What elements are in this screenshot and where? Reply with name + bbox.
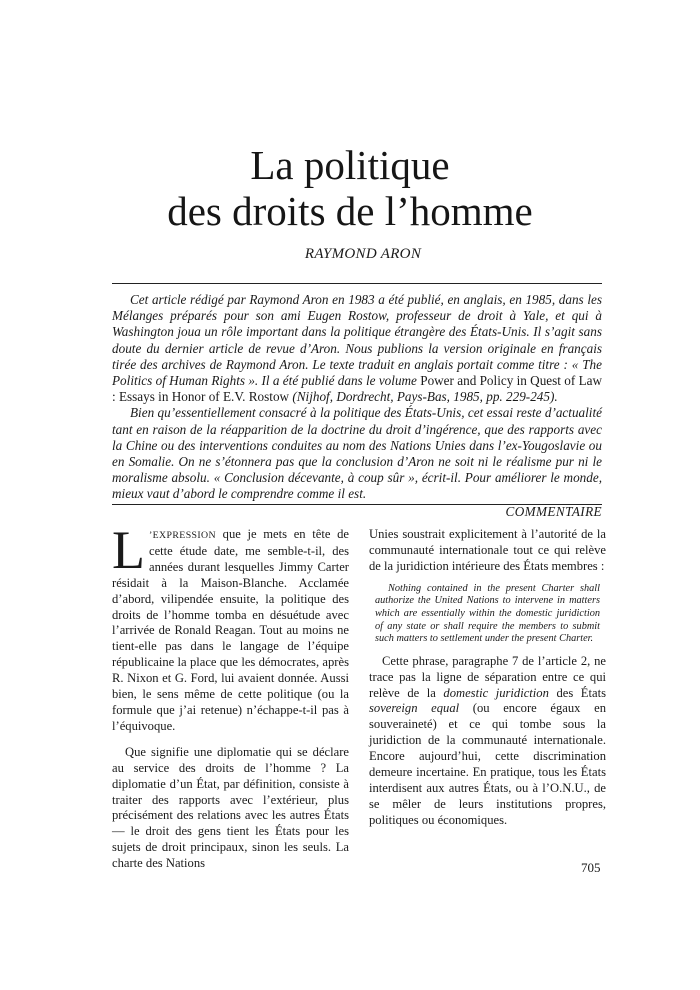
body-paragraph-3: Unies soustrait explicitement à l’autorité de la communauté internationale tout ce qui relève de la juridiction intérieure des États membres : <box>369 527 606 573</box>
title-line-2: des droits de l’homme <box>167 188 533 234</box>
right-column <box>369 527 606 829</box>
emphasis-sovereign-equal: sovereign equal <box>369 701 460 716</box>
paragraph-text: Cette phrase, paragraphe 7 de l’article 2, ne trace pas la ligne de séparation entre ce qui relève de la <box>369 653 606 700</box>
left-column <box>112 520 349 872</box>
title-line-1: La politique <box>250 142 450 188</box>
abstract-paragraph-2: Bien qu’essentiellement consacré à la politique des États-Unis, cet essai reste d’actualité tant en raison de la réapparition de la doctrine du droit d’ingérence, que des rapports avec la Chine ou des interventions conduites au nom des Nations Unies dans l’ex-Yougoslavie ou en Somalie. On ne s’étonnera pas que la conclusion d’Aron ne soit ni le réalisme pur ni le moralisme absolu. « Conclusion décevante, à coup sûr », écrit-il. Pour améliorer le monde, mieux vaut d’abord le comprendre comme il est. <box>112 405 602 502</box>
abstract-paragraph-1 <box>112 292 602 405</box>
emphasis-domestic-juridiction: domestic juridiction <box>443 685 549 700</box>
body-paragraph-2: Que signifie une diplomatie qui se déclare au service des droits de l’homme ? La diplomatie d’un État, par définition, consiste à traiter des rapports avec l’extérieur, plus précisément des relations avec les autres États — le droit des gens tient les États pour les sujets de droit principaux, sinon les seuls. La charte des Nations <box>112 744 349 871</box>
lead-smallcaps: ’EXPRESSION <box>149 530 216 541</box>
editorial-abstract <box>112 292 602 520</box>
body-paragraph-1 <box>112 520 349 735</box>
book-title: Power and Policy in Quest of Law : Essays in Honor of E.V. Rostow <box>112 373 602 405</box>
abstract-text: Cet article rédigé par Raymond Aron en 1983 a été publié, en anglais, en 1985, dans les Mélanges préparés pour son ami Eugen Rostow, professeur de droit à Yale, et qui à Washington joua un rôle important dans la politique étrangère des États-Unis. Il s’agit sans doute du dernier article de revue d’Aron. Nous publions la version originale en français tirée des archives de Raymond Aron. Le texte traduit en anglais portait comme titre : « The Politics of Human Rights ». Il a été publié dans le volume <box>112 292 602 389</box>
paragraph-text: (ou encore égaux en souveraineté) et ce qui tombe sous la juridiction de la communauté internationale. Encore aujourd’hui, cette discrimination demeure incertaine. En pratique, tous les États interdisent aux autres États, ou à l’O.N.U., de se mêler de leurs institutions propres, politiques ou économiques. <box>369 701 606 827</box>
abstract-citation: (Nijhof, Dordrecht, Pays-Bas, 1985, pp. 229-245). <box>289 389 558 405</box>
paragraph-text: que je mets en tête de cette étude date, me semble-t-il, des années durant lesquelles Jimmy Carter résidait à la Maison-Blanche. Acclamée d’abord, vilipendée ensuite, la politique des droits de l’homme tomba en désuétude avec l’arrivée de Ronald Reagan. Tout au moins ne tient-elle pas dans le langage de l’équipe républicaine la place que les démocrates, après R. Nixon et G. Ford, lui avaient donnée. Aussi bien, le sens même de cette politique (ou la formule que j’ai retenue) n’échappe-t-il pas à l’équivoque. <box>112 527 349 733</box>
bottom-divider <box>112 504 602 505</box>
charter-quote: Nothing contained in the present Charter shall authorize the United Nations to intervene in matters which are essentially within the domestic juridiction of any state or shall require the members to submit such matters to settlement under the present Charter. <box>375 582 600 645</box>
article-title <box>0 142 700 234</box>
page-number: 705 <box>581 860 601 875</box>
body-paragraph-4 <box>369 654 606 829</box>
top-divider <box>112 283 602 284</box>
paragraph-text: des États <box>548 685 606 700</box>
author-name: RAYMOND ARON <box>304 246 422 262</box>
abstract-signature: COMMENTAIRE <box>505 503 602 519</box>
drop-cap: L <box>112 520 145 580</box>
